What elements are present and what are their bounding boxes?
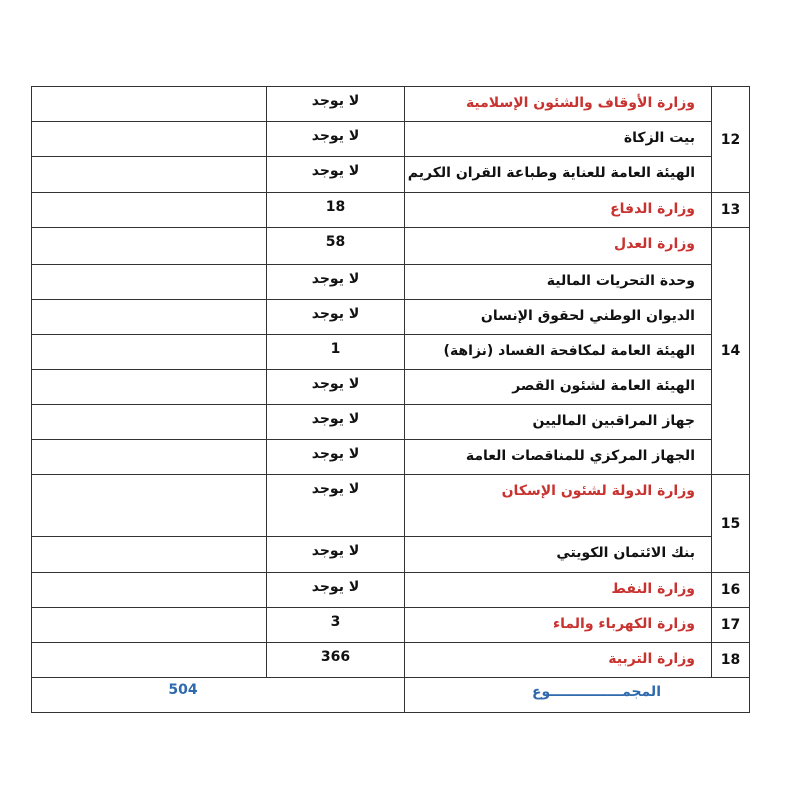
empty-cell (32, 157, 267, 193)
empty-cell (32, 335, 267, 370)
empty-cell (32, 537, 267, 573)
entity-name: بنك الائتمان الكويتي (405, 537, 712, 573)
empty-cell (32, 228, 267, 265)
table-row (32, 122, 750, 157)
row-number: 12 (712, 87, 750, 193)
row-number: 15 (712, 475, 750, 573)
entity-name: بيت الزكاة (405, 122, 712, 157)
empty-cell (32, 405, 267, 440)
value-cell: 58 (267, 228, 405, 265)
value-cell: لا يوجد (267, 265, 405, 300)
row-number: 16 (712, 573, 750, 608)
ministry-name: وزارة الدفاع (405, 193, 712, 228)
entity-name: الهيئة العامة لمكافحة الفساد (نزاهة) (405, 335, 712, 370)
value-cell: 18 (267, 193, 405, 228)
ministry-name: وزارة العدل (405, 228, 712, 265)
value-cell: لا يوجد (267, 122, 405, 157)
table-row (32, 440, 750, 475)
ministry-name: وزارة النفط (405, 573, 712, 608)
value-cell: لا يوجد (267, 475, 405, 537)
empty-cell (32, 608, 267, 643)
row-number: 13 (712, 193, 750, 228)
empty-cell (32, 300, 267, 335)
value-cell: لا يوجد (267, 573, 405, 608)
entity-name: الهيئة العامة لشئون القصر (405, 370, 712, 405)
total-row (32, 678, 750, 713)
table-row (32, 643, 750, 678)
total-value: 504 (32, 678, 405, 713)
table-row (32, 335, 750, 370)
empty-cell (32, 643, 267, 678)
empty-cell (32, 122, 267, 157)
table-row (32, 157, 750, 193)
value-cell: لا يوجد (267, 300, 405, 335)
table-row (32, 87, 750, 122)
table-row (32, 300, 750, 335)
entity-name: الجهاز المركزي للمناقصات العامة (405, 440, 712, 475)
empty-cell (32, 475, 267, 537)
value-cell: 3 (267, 608, 405, 643)
empty-cell (32, 370, 267, 405)
value-cell: لا يوجد (267, 157, 405, 193)
ministry-name: وزارة الكهرباء والماء (405, 608, 712, 643)
table-row (32, 573, 750, 608)
ministry-name: وزارة الدولة لشئون الإسكان (405, 475, 712, 537)
entity-name: وحدة التحريات المالية (405, 265, 712, 300)
table-row (32, 475, 750, 537)
ministry-name: وزارة الأوقاف والشئون الإسلامية (405, 87, 712, 122)
value-cell: لا يوجد (267, 440, 405, 475)
entity-name: الهيئة العامة للعناية وطباعة القران الكريم (405, 157, 712, 193)
value-cell: لا يوجد (267, 370, 405, 405)
table-row (32, 405, 750, 440)
ministry-name: وزارة التربية (405, 643, 712, 678)
table-row (32, 228, 750, 265)
table-row (32, 265, 750, 300)
empty-cell (32, 265, 267, 300)
empty-cell (32, 193, 267, 228)
value-cell: لا يوجد (267, 537, 405, 573)
total-label: المجمـــــــــــــــوع (405, 678, 750, 713)
empty-cell (32, 440, 267, 475)
table-row (32, 608, 750, 643)
row-number: 14 (712, 228, 750, 475)
empty-cell (32, 573, 267, 608)
value-cell: لا يوجد (267, 87, 405, 122)
ministries-table (31, 86, 750, 713)
row-number: 17 (712, 608, 750, 643)
row-number: 18 (712, 643, 750, 678)
table-row (32, 193, 750, 228)
table-row (32, 370, 750, 405)
value-cell: 366 (267, 643, 405, 678)
entity-name: جهاز المراقبين الماليين (405, 405, 712, 440)
value-cell: لا يوجد (267, 405, 405, 440)
table-row (32, 537, 750, 573)
empty-cell (32, 87, 267, 122)
entity-name: الديوان الوطني لحقوق الإنسان (405, 300, 712, 335)
value-cell: 1 (267, 335, 405, 370)
